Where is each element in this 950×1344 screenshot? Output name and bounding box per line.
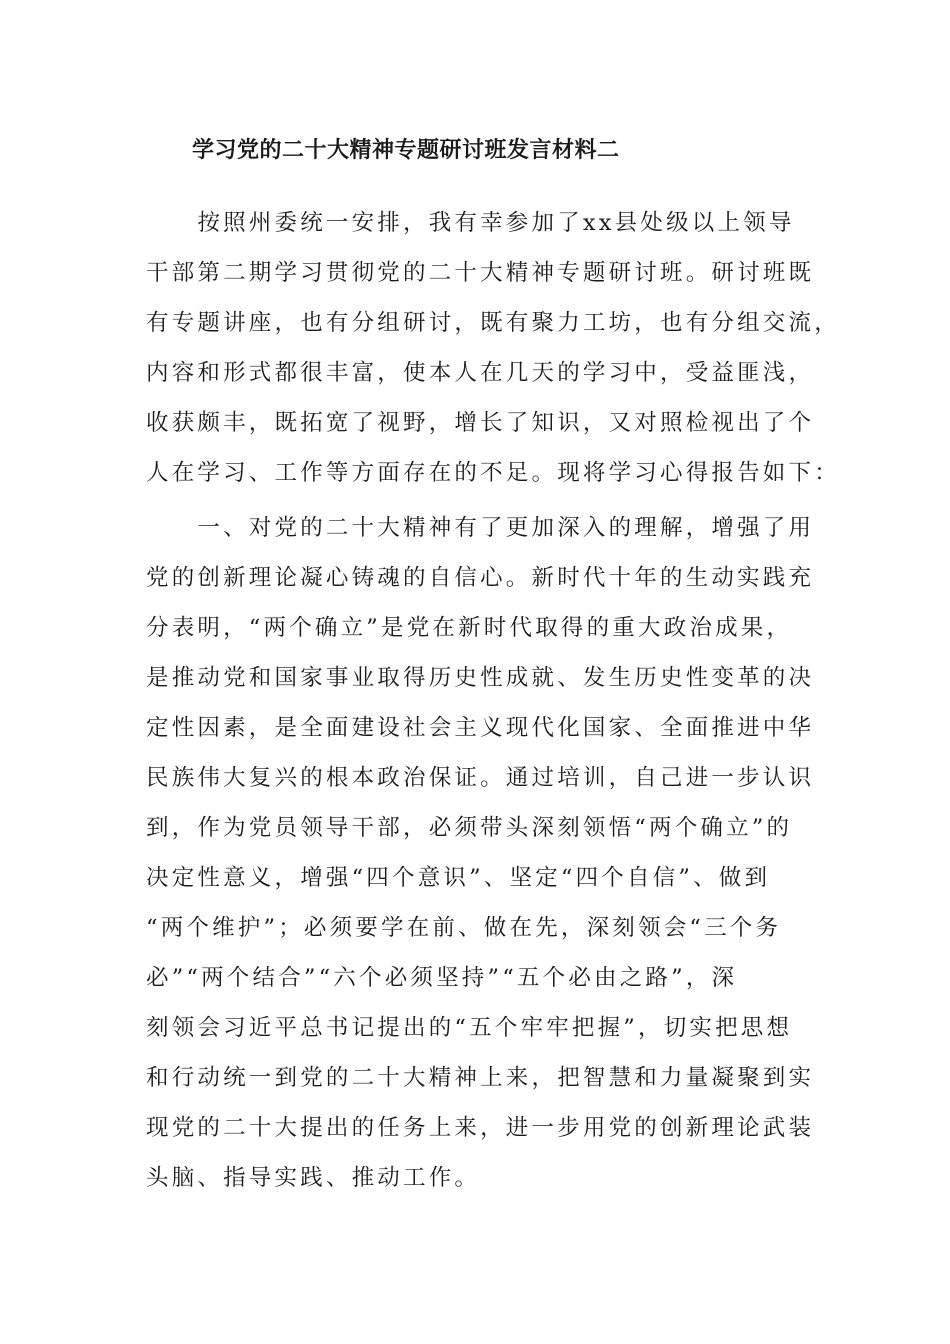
body-line: 定性因素，是全面建设社会主义现代化国家、全面推进中华 xyxy=(146,715,815,741)
body-line: 和行动统一到党的二十大精神上来，把智慧和力量凝聚到实 xyxy=(146,1065,815,1091)
body-line: 决定性意义，增强“四个意识”、坚定“四个自信”、做到 xyxy=(146,865,771,891)
document-title: 学习党的二十大精神专题研讨班发言材料二 xyxy=(192,138,620,163)
body-line: 刻领会习近平总书记提出的“五个牢牢把握”，切实把思想 xyxy=(146,1015,793,1041)
body-line: 头脑、指导实践、推动工作。 xyxy=(146,1165,481,1191)
body-line: 是推动党和国家事业取得历史性成就、发生历史性变革的决 xyxy=(146,665,815,691)
body-line: 党的创新理论凝心铸魂的自信心。新时代十年的生动实践充 xyxy=(146,565,815,591)
body-line: 到，作为党员领导干部，必须带头深刻领悟“两个确立”的 xyxy=(146,815,793,841)
body-line: 收获颇丰，既拓宽了视野，增长了知识，又对照检视出了个 xyxy=(146,410,815,436)
body-line: 人在学习、工作等方面存在的不足。现将学习心得报告如下： xyxy=(146,460,840,486)
body-line: 民族伟大复兴的根本政治保证。通过培训，自己进一步认识 xyxy=(146,765,815,791)
body-line: 分表明，“两个确立”是党在新时代取得的重大政治成果， xyxy=(146,615,793,641)
body-line: 有专题讲座，也有分组研讨，既有聚力工坊，也有分组交流， xyxy=(146,310,840,336)
body-line: 必”“两个结合”“六个必须坚持”“五个必由之路”，深 xyxy=(146,965,738,991)
body-line: 按照州委统一安排，我有幸参加了xx县处级以上领导 xyxy=(146,210,795,236)
body-line: 干部第二期学习贯彻党的二十大精神专题研讨班。研讨班既 xyxy=(146,260,815,286)
body-line: “两个维护”；必须要学在前、做在先，深刻领会“三个务 xyxy=(146,915,782,941)
body-line: 一、对党的二十大精神有了更加深入的理解，增强了用 xyxy=(146,515,815,541)
body-line: 内容和形式都很丰富，使本人在几天的学习中，受益匪浅， xyxy=(146,360,815,386)
body-line: 现党的二十大提出的任务上来，进一步用党的创新理论武装 xyxy=(146,1115,815,1141)
